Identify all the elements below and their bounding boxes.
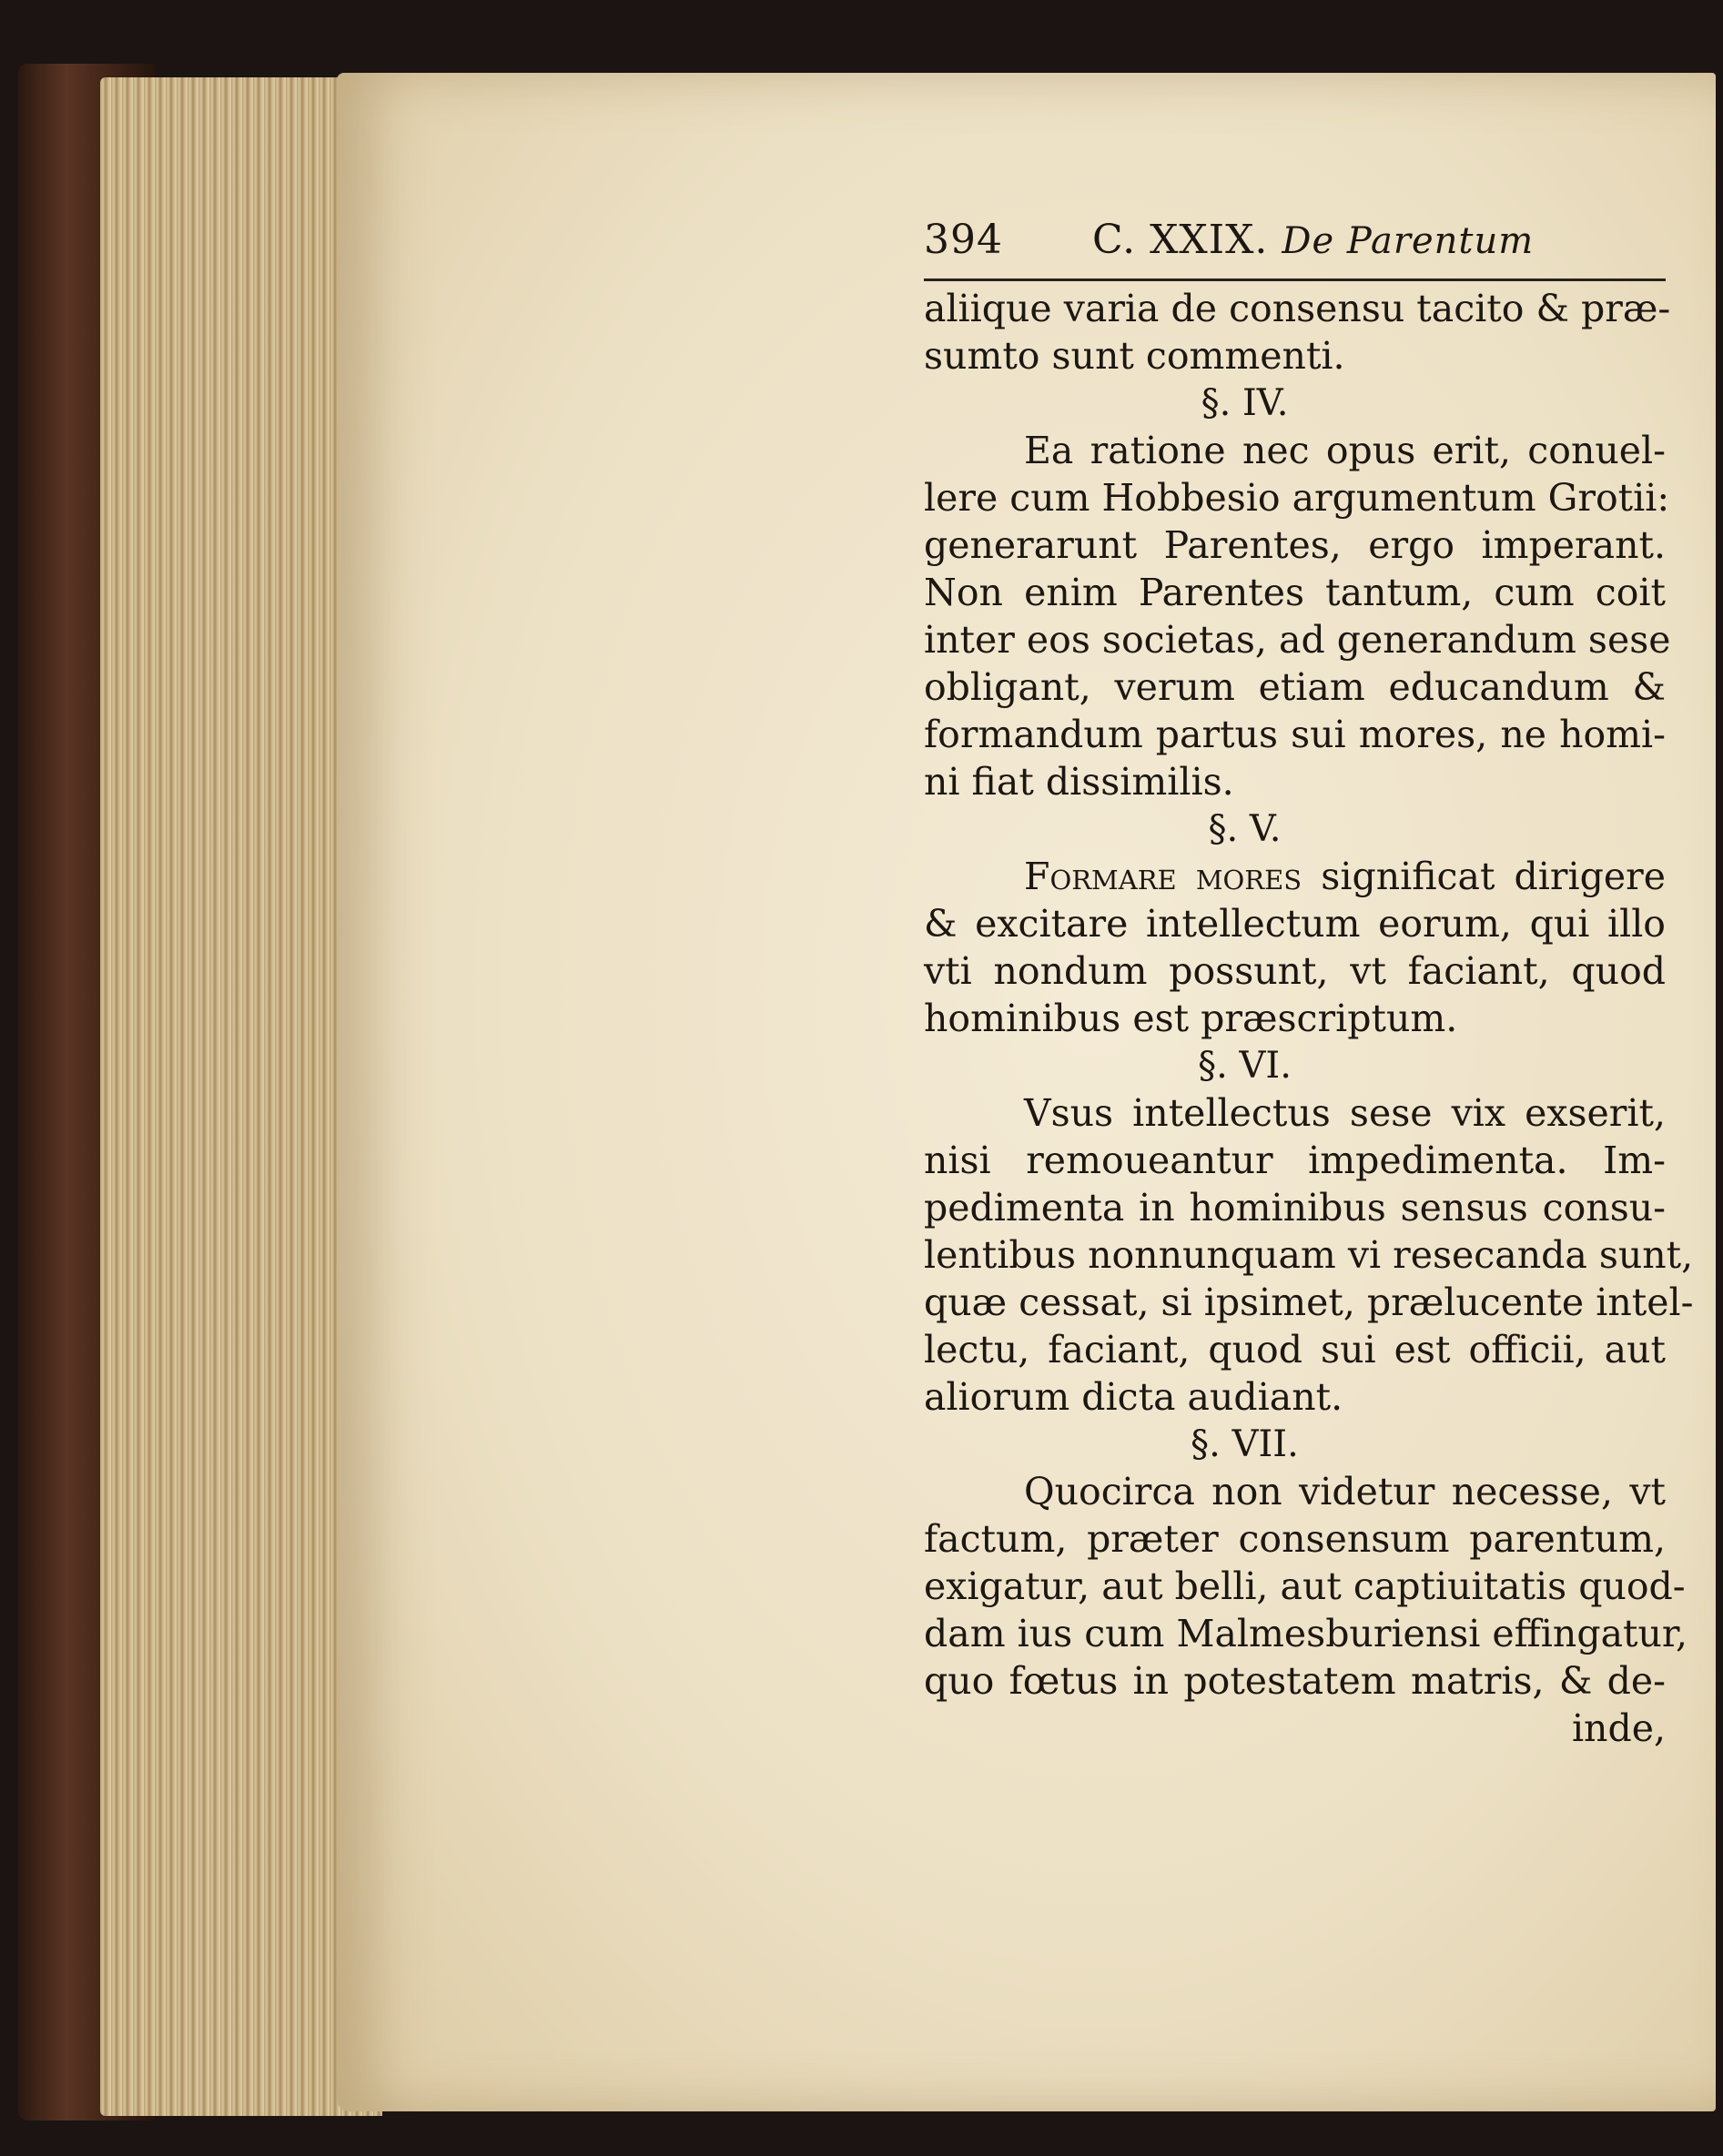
text-line: Formare mores significat dirigere bbox=[1024, 855, 1667, 898]
text-line: factum, præter consensum parentum, bbox=[924, 1517, 1666, 1561]
text-line: exigatur, aut belli, aut captiuitatis quod- bbox=[924, 1564, 1686, 1608]
page-number: 394 bbox=[924, 217, 1003, 263]
page-text bbox=[924, 217, 1694, 1752]
chapter-title: De Parentum bbox=[1282, 220, 1535, 262]
small-caps-lead: Formare mores bbox=[1024, 855, 1302, 898]
text-line: inde, bbox=[1571, 1706, 1666, 1750]
text-line: lentibus nonnunquam vi resecanda sunt, bbox=[924, 1233, 1694, 1277]
text-line: lectu, faciant, quod sui est officii, aut bbox=[924, 1328, 1666, 1372]
text-line: pedimenta in hominibus sensus consu- bbox=[924, 1186, 1666, 1230]
text-line: lere cum Hobbesio argumentum Grotii: bbox=[924, 476, 1670, 520]
section-heading: §. IV. bbox=[1201, 382, 1289, 424]
text-line: Vsus intellectus sese vix exserit, bbox=[1024, 1091, 1666, 1135]
text-line: quæ cessat, si ipsimet, prælucente intel- bbox=[924, 1280, 1694, 1324]
text-line: vti nondum possunt, vt faciant, quod bbox=[924, 949, 1666, 993]
text-line: sumto sunt commenti. bbox=[924, 334, 1345, 378]
text-line: Quocirca non videtur necesse, vt bbox=[1024, 1470, 1666, 1513]
text-line: dam ius cum Malmesburiensi effingatur, bbox=[924, 1612, 1688, 1655]
text-line: & excitare intellectum eorum, qui illo bbox=[924, 902, 1666, 946]
chapter-heading bbox=[1092, 217, 1534, 263]
text-line: aliorum dicta audiant. bbox=[924, 1375, 1343, 1419]
section-heading: §. VI. bbox=[1198, 1045, 1292, 1087]
running-header bbox=[924, 217, 1666, 264]
section-heading: §. V. bbox=[1208, 808, 1282, 850]
chapter-number: C. XXIX. bbox=[1092, 217, 1269, 263]
text-line: aliique varia de consensu tacito & præ- bbox=[924, 287, 1671, 330]
text-line: Ea ratione nec opus erit, conuel- bbox=[1024, 429, 1666, 472]
text-line: Non enim Parentes tantum, cum coit bbox=[924, 571, 1666, 614]
text-line: formandum partus sui mores, ne homi- bbox=[924, 713, 1666, 756]
text-line: obligant, verum etiam educandum & bbox=[924, 665, 1666, 709]
text-line: nisi remoueantur impedimenta. Im- bbox=[924, 1139, 1666, 1182]
text-line: hominibus est præscriptum. bbox=[924, 997, 1458, 1040]
text-line: quo fœtus in potestatem matris, & de- bbox=[924, 1659, 1666, 1703]
section-heading: §. VII. bbox=[1191, 1423, 1299, 1465]
text-line: generarunt Parentes, ergo imperant. bbox=[924, 523, 1666, 567]
header-rule bbox=[924, 278, 1666, 281]
text-line: inter eos societas, ad generandum sese bbox=[924, 618, 1671, 662]
text-line: ni fiat dissimilis. bbox=[924, 760, 1234, 804]
